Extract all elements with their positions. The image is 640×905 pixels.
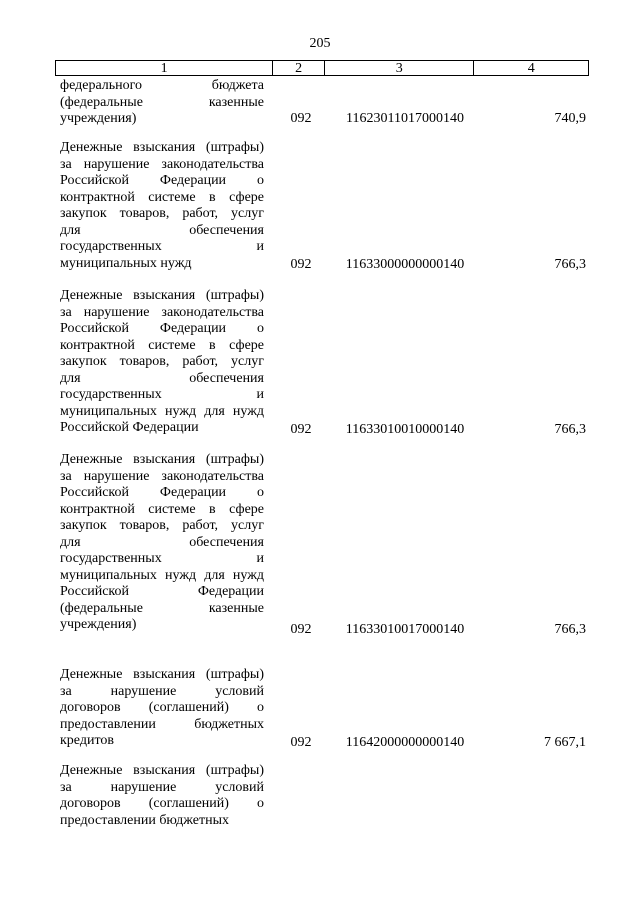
row-kbk: 11623011017000140 — [346, 111, 464, 126]
name-line: муниципальных нужд для нужд — [60, 403, 264, 419]
row-name — [60, 140, 264, 272]
name-line: за нарушение законодательства — [60, 156, 264, 172]
row-name — [60, 763, 264, 829]
name-line: Денежные взыскания (штрафы) — [60, 288, 264, 303]
row-sum: 7 667,1 — [544, 735, 586, 750]
row-kbk: 11633000000000140 — [345, 257, 465, 272]
row-sum: 740,9 — [554, 111, 586, 126]
name-line: Российской Федерации о — [60, 321, 264, 336]
header-col-1: 1 — [56, 61, 273, 75]
name-line: для обеспечения — [60, 534, 264, 550]
row-code: 092 — [290, 422, 312, 437]
header-col-4: 4 — [527, 61, 535, 76]
name-line: (федеральные казенные — [60, 600, 264, 616]
name-line: Денежные взыскания (штрафы) — [60, 763, 264, 778]
row-code: 092 — [290, 257, 312, 272]
name-line: контрактной системе в сфере — [60, 501, 264, 517]
name-line: Российской Федерации о — [60, 173, 264, 188]
name-line: контрактной системе в сфере — [60, 189, 264, 205]
name-line: Денежные взыскания (штрафы) — [60, 452, 264, 467]
name-line: кредитов — [60, 733, 114, 748]
name-line: учреждения) — [60, 617, 137, 632]
name-line: за нарушение условий — [60, 683, 264, 699]
row-sum: 766,3 — [554, 257, 586, 272]
name-line: государственных и — [60, 387, 264, 402]
row-kbk: 11633010017000140 — [345, 622, 465, 637]
name-line: федерального бюджета — [60, 78, 264, 93]
name-line: договоров (соглашений) о — [60, 700, 264, 715]
name-line: учреждения) — [60, 111, 137, 126]
name-line: Российской Федерации — [60, 420, 199, 435]
name-line: контрактной системе в сфере — [60, 337, 264, 353]
row-name — [60, 78, 264, 128]
row-sum: 766,3 — [554, 422, 586, 437]
header-col-2: 2 — [273, 61, 325, 75]
name-line: за нарушение условий — [60, 779, 264, 795]
name-line: закупок товаров, работ, услуг — [60, 518, 264, 533]
name-line: Денежные взыскания (штрафы) — [60, 667, 264, 682]
name-line: муниципальных нужд для нужд — [60, 567, 264, 583]
name-line: Денежные взыскания (штрафы) — [60, 140, 264, 155]
name-line: предоставлении бюджетных — [60, 812, 230, 828]
table-header — [55, 60, 589, 76]
row-name — [60, 667, 264, 750]
name-line: (федеральные казенные — [60, 94, 264, 110]
name-line: муниципальных нужд — [60, 255, 192, 271]
name-line: Российской Федерации — [60, 584, 264, 599]
name-line: за нарушение законодательства — [60, 468, 264, 484]
name-line: договоров (соглашений) о — [60, 796, 264, 811]
header-col-3: 3 — [325, 61, 474, 75]
row-kbk: 11633010010000140 — [345, 422, 465, 437]
row-code: 092 — [290, 622, 312, 637]
name-line: государственных и — [60, 239, 264, 254]
name-line: Российской Федерации о — [60, 485, 264, 500]
page-number: 205 — [309, 36, 331, 51]
row-sum: 766,3 — [554, 622, 586, 637]
name-line: закупок товаров, работ, услуг — [60, 206, 264, 221]
row-name — [60, 452, 264, 634]
name-line: для обеспечения — [60, 222, 264, 238]
name-line: государственных и — [60, 551, 264, 566]
row-code: 092 — [290, 111, 312, 126]
row-code: 092 — [290, 735, 312, 750]
row-kbk: 11642000000000140 — [345, 735, 465, 750]
name-line: за нарушение законодательства — [60, 304, 264, 320]
name-line: закупок товаров, работ, услуг — [60, 354, 264, 369]
name-line: предоставлении бюджетных — [60, 716, 264, 732]
name-line: для обеспечения — [60, 370, 264, 386]
row-name — [60, 288, 264, 437]
